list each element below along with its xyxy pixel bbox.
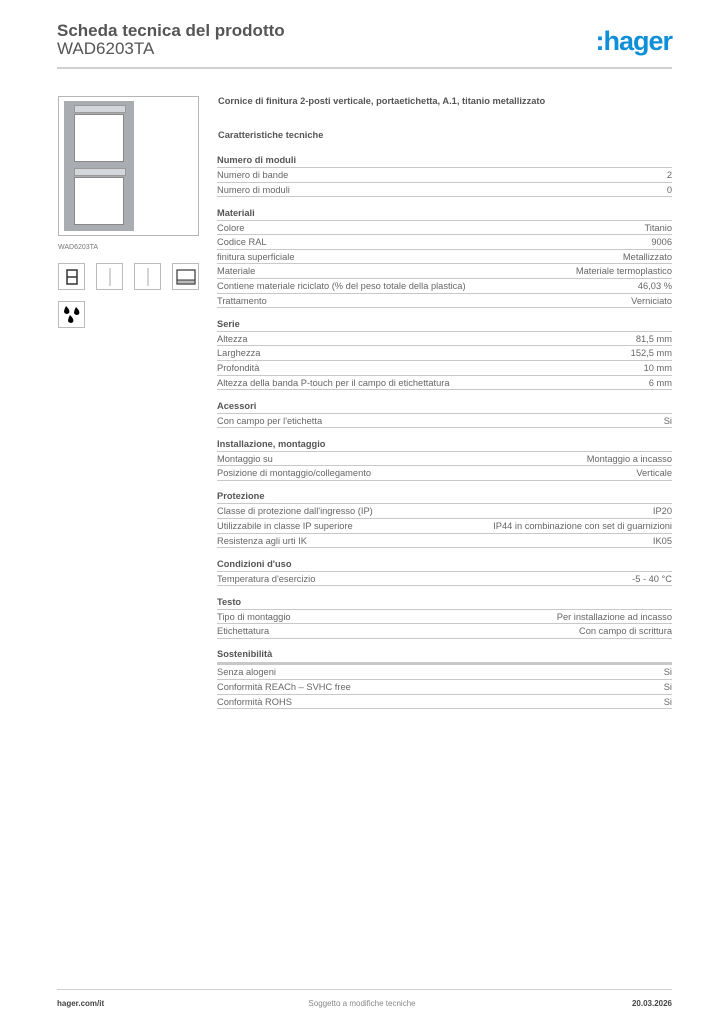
spec-section — [217, 206, 672, 309]
spec-row — [217, 376, 672, 391]
footer-date: 20.03.2026 — [631, 999, 672, 1008]
spec-value: IP20 — [652, 506, 672, 517]
section-heading: Installazione, montaggio — [217, 437, 672, 452]
spec-value: Verniciato — [631, 295, 672, 306]
spec-row — [217, 414, 672, 429]
two-module-vertical-icon — [58, 263, 85, 290]
spec-value: 6 mm — [648, 377, 672, 388]
spec-value: IP44 in combinazione con set di guarnizioni — [493, 521, 672, 531]
label-holder-icon — [172, 263, 199, 290]
image-caption: WAD6203TA — [58, 244, 99, 251]
spec-label: Colore — [217, 222, 245, 233]
spec-row — [217, 665, 672, 680]
spec-value: 152,5 mm — [630, 348, 672, 359]
spec-row — [217, 264, 672, 279]
spec-label: Con campo per l'etichetta — [217, 415, 323, 426]
section-heading: Sostenibilità — [217, 647, 672, 665]
footer-divider — [57, 989, 672, 990]
spec-row — [217, 332, 672, 347]
spec-row — [217, 610, 672, 625]
spec-label: Materiale — [217, 266, 256, 277]
spec-value: Materiale termoplastico — [575, 266, 672, 277]
spec-value: Metallizzato — [622, 251, 672, 262]
spec-row — [217, 624, 672, 639]
spec-label: Classe di protezione dall'ingresso (IP) — [217, 506, 373, 517]
spec-label: Tipo di montaggio — [217, 611, 291, 622]
spec-row — [217, 168, 672, 183]
spec-section — [217, 317, 672, 390]
spec-row — [217, 452, 672, 467]
label-strip — [74, 105, 126, 113]
spec-table — [217, 153, 672, 709]
spec-label: Altezza — [217, 333, 248, 344]
section-heading: Condizioni d'uso — [217, 557, 672, 572]
spec-value: Si — [663, 667, 672, 678]
spec-label: Etichettatura — [217, 626, 270, 637]
spec-label: Conformità REACh – SVHC free — [217, 682, 351, 693]
spec-label: Numero di bande — [217, 170, 289, 180]
spec-label: finitura superficiale — [217, 251, 295, 262]
drops-icon — [58, 301, 85, 328]
spec-value: Si — [663, 696, 672, 707]
spec-row — [217, 534, 672, 549]
spec-value: Si — [663, 415, 672, 426]
spec-section — [217, 557, 672, 587]
spec-section — [217, 437, 672, 481]
spec-section — [217, 595, 672, 639]
section-heading: Acessori — [217, 399, 672, 414]
spec-section — [217, 647, 672, 709]
spec-value: 81,5 mm — [635, 333, 672, 344]
spec-value: Si — [663, 682, 672, 693]
spec-label: Larghezza — [217, 348, 261, 359]
page-title: Scheda tecnica del prodotto — [57, 21, 285, 40]
spec-row — [217, 294, 672, 309]
section-heading: Numero di moduli — [217, 153, 672, 168]
spec-value: Verticale — [636, 468, 672, 479]
footer-notice: Soggetto a modifiche tecniche — [308, 999, 416, 1008]
product-code: WAD6203TA — [57, 39, 155, 58]
spec-label: Resistenza agli urti IK — [217, 535, 307, 546]
characteristics-heading: Caratteristiche tecniche — [218, 130, 324, 140]
spec-row — [217, 250, 672, 265]
hager-logo: :hager — [595, 26, 672, 56]
spec-value: 46,03 % — [637, 281, 672, 292]
spec-label: Senza alogeni — [217, 667, 276, 678]
label-strip — [74, 168, 126, 176]
spec-row — [217, 466, 672, 481]
single-line-icon — [134, 263, 161, 290]
frame-plate — [64, 101, 134, 231]
section-heading: Materiali — [217, 206, 672, 221]
spec-value: Con campo di scrittura — [578, 626, 672, 637]
spec-value: Per installazione ad incasso — [556, 611, 672, 622]
spec-row — [217, 279, 672, 294]
spec-value: Montaggio a incasso — [586, 453, 672, 464]
spec-label: Montaggio su — [217, 453, 273, 464]
spec-label: Profondità — [217, 362, 260, 373]
spec-label: Utilizzabile in classe IP superiore — [217, 521, 353, 531]
spec-label: Altezza della banda P-touch per il campo di etichettatura — [217, 377, 450, 388]
spec-value: 9006 — [651, 237, 672, 248]
spec-label: Codice RAL — [217, 237, 267, 248]
spec-row — [217, 695, 672, 710]
single-line-icon — [96, 263, 123, 290]
spec-value: 2 — [666, 170, 672, 180]
spec-row — [217, 572, 672, 587]
section-heading: Testo — [217, 595, 672, 610]
product-image — [58, 96, 199, 236]
product-description: Cornice di finitura 2-posti verticale, portaetichetta, A.1, titanio metallizzato — [218, 96, 546, 106]
spec-row — [217, 504, 672, 519]
spec-row — [217, 361, 672, 376]
footer-website-link[interactable]: hager.com/it — [57, 999, 105, 1008]
spec-row — [217, 519, 672, 534]
spec-label: Contiene materiale riciclato (% del peso totale della plastica) — [217, 281, 466, 292]
frame-opening — [74, 177, 124, 225]
spec-value: Titanio — [644, 222, 672, 233]
spec-section — [217, 489, 672, 548]
spec-row — [217, 183, 672, 198]
spec-value: 0 — [666, 184, 672, 195]
spec-value: 10 mm — [643, 362, 672, 373]
spec-section — [217, 153, 672, 197]
spec-row — [217, 221, 672, 236]
spec-section — [217, 399, 672, 429]
spec-label: Conformità ROHS — [217, 696, 292, 707]
spec-row — [217, 680, 672, 695]
spec-row — [217, 346, 672, 361]
spec-row — [217, 235, 672, 250]
frame-opening — [74, 114, 124, 162]
header-divider — [57, 67, 672, 69]
spec-value: -5 - 40 °C — [632, 573, 672, 584]
spec-label: Trattamento — [217, 295, 267, 306]
section-heading: Protezione — [217, 489, 672, 504]
spec-label: Numero di moduli — [217, 184, 290, 195]
section-heading: Serie — [217, 317, 672, 332]
spec-value: IK05 — [652, 535, 672, 546]
spec-label: Temperatura d'esercizio — [217, 573, 316, 584]
spec-label: Posizione di montaggio/collegamento — [217, 468, 372, 479]
